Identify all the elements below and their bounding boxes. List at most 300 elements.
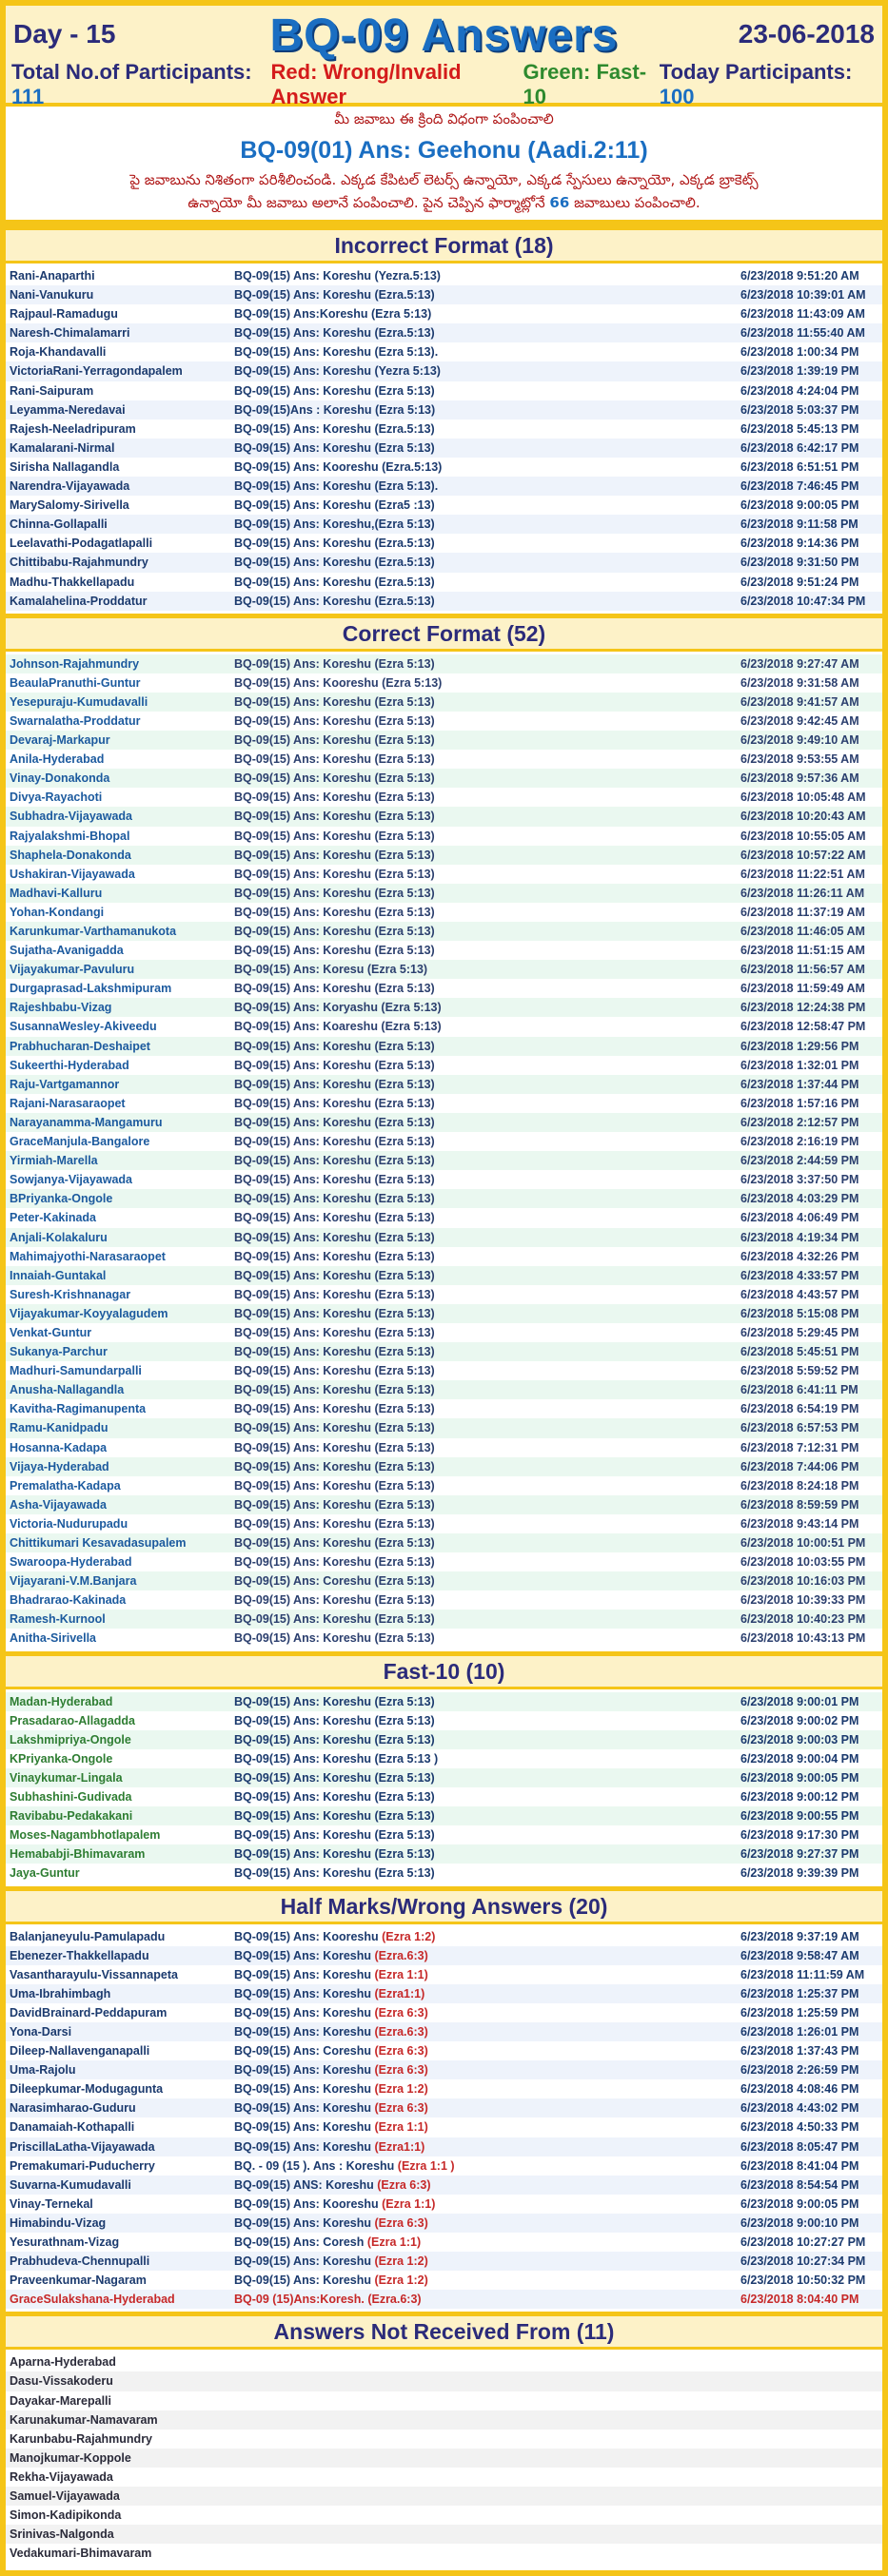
header-summary <box>11 60 877 108</box>
participant-name: Srinivas-Nalgonda <box>10 2527 114 2542</box>
submit-time: 6/23/2018 6:42:17 PM <box>740 440 859 455</box>
table-row <box>6 1266 882 1285</box>
submit-time: 6/23/2018 9:41:57 AM <box>740 694 859 709</box>
participant-name: Aparna-Hyderabad <box>10 2355 116 2370</box>
table-row <box>6 1629 882 1648</box>
answer-word: BQ-09(15) ANS: Koreshu <box>234 2177 378 2192</box>
answer-word: BQ-09(15) Ans: Koreshu <box>234 2215 375 2230</box>
participant-name: Asha-Vijayawada <box>10 1497 107 1512</box>
submit-time: 6/23/2018 5:29:45 PM <box>740 1325 859 1339</box>
wrong-reference: (Ezra 6:3) <box>374 2005 428 2020</box>
answer-text: BQ-09(15) Ans: Koreshu (Ezra 5:13) <box>234 1154 435 1168</box>
participant-name: Premakumari-Puducherry <box>10 2158 155 2173</box>
answer-text: BQ-09(15) Ans: Kooreshu (Ezra.5:13) <box>234 459 443 474</box>
submit-time: 6/23/2018 9:00:04 PM <box>740 1751 859 1766</box>
list-item <box>6 2352 882 2371</box>
table-row <box>6 2156 882 2176</box>
participant-name: Hosanna-Kadapa <box>10 1440 108 1454</box>
table-row <box>6 400 882 420</box>
submit-time: 6/23/2018 1:37:44 PM <box>740 1077 859 1091</box>
submit-time: 6/23/2018 11:46:05 AM <box>740 925 865 938</box>
submit-time: 6/23/2018 5:45:51 PM <box>740 1345 859 1359</box>
submit-time: 6/23/2018 1:25:37 PM <box>740 1986 859 2000</box>
half-list <box>6 1924 882 2313</box>
answer-text: BQ-09(15) Ans: Koreshu (Ezra 5:13) <box>234 733 435 748</box>
table-row <box>6 1965 882 1984</box>
table-row <box>6 998 882 1017</box>
answer-text: BQ-09(15) Ans: Koreshu (Ezra 5:13) <box>234 1345 435 1359</box>
participant-name: KPriyanka-Ongole <box>10 1751 113 1766</box>
submit-time: 6/23/2018 4:33:57 PM <box>740 1268 859 1282</box>
table-row <box>6 1017 882 1036</box>
participant-name: Lakshmipriya-Ongole <box>10 1732 131 1747</box>
answer-text: BQ-09(15) Ans: Koreshu (Ezra 5:13) <box>234 1115 435 1129</box>
table-row <box>6 1571 882 1590</box>
participant-name: Balanjaneyulu-Pamulapadu <box>10 1929 166 1943</box>
submit-time: 6/23/2018 8:41:04 PM <box>740 2158 859 2173</box>
participant-name: Chinna-Gollapalli <box>10 517 108 532</box>
table-row <box>6 515 882 534</box>
participant-name: Himabindu-Vizag <box>10 2215 107 2230</box>
answer-text: BQ-09(15) Ans: Koreshu (Ezra 5:13) <box>234 383 435 398</box>
participant-name: Sujatha-Avanigadda <box>10 944 124 958</box>
submit-time: 6/23/2018 10:50:32 PM <box>740 2274 866 2288</box>
table-row <box>6 592 882 611</box>
participant-name: Dasu-Vissakoderu <box>10 2374 113 2389</box>
answer-word: BQ-09(15) Ans: Koreshu <box>234 1986 375 2000</box>
submit-time: 6/23/2018 7:46:45 PM <box>740 479 859 494</box>
answer-text: BQ-09(15) Ans: Koreshu (Ezra 5:13) <box>234 944 435 958</box>
participant-name: Narayanamma-Mangamuru <box>10 1115 163 1129</box>
answer-text: BQ-09(15) Ans: Koreshu (Ezra 5:13) <box>234 1287 435 1301</box>
answer-text <box>234 2235 421 2249</box>
participant-name: Prabhudeva-Chennupalli <box>10 2254 150 2269</box>
participant-name: Vijayarani-V.M.Banjara <box>10 1574 137 1589</box>
participant-name: Rajeshbabu-Vizag <box>10 1001 112 1015</box>
day-label: Day - 15 <box>13 19 116 49</box>
wrong-reference: (Ezra 1:2) <box>374 2082 428 2097</box>
submit-time: 6/23/2018 10:57:22 AM <box>740 848 866 862</box>
table-row <box>6 2041 882 2060</box>
answer-word: BQ-09(15) Ans: Koreshu <box>234 1948 375 1962</box>
section-title-not-received: Answers Not Received From (11) <box>6 2312 882 2350</box>
table-row <box>6 2003 882 2022</box>
participant-name: Anusha-Nallagandla <box>10 1383 125 1397</box>
answer-text: BQ-09(15) Ans: Koryashu (Ezra 5:13) <box>234 1001 442 1015</box>
total-participants: Total No.of Participants: 111 <box>11 60 252 108</box>
table-row <box>6 1037 882 1056</box>
participant-name: Uma-Ibrahimbagh <box>10 1986 111 2000</box>
table-row <box>6 827 882 846</box>
answer-word: BQ-09(15) Ans: Coreshu <box>234 2044 375 2059</box>
answer-word: BQ-09(15) Ans: Koreshu <box>234 2254 375 2269</box>
participant-name: GraceManjula-Bangalore <box>10 1135 150 1149</box>
table-row <box>6 673 882 693</box>
participant-name: Ramu-Kanidpadu <box>10 1421 109 1435</box>
table-row <box>6 2079 882 2098</box>
answer-text: BQ-09(15) Ans: Koreshu (Ezra 5:13) <box>234 1421 435 1435</box>
participant-name: Ushakiran-Vijayawada <box>10 867 135 881</box>
answer-text: BQ-09(15) Ans: Koreshu (Ezra 5:13). <box>234 345 439 360</box>
answer-text <box>234 2006 428 2020</box>
answer-text <box>234 2063 428 2077</box>
submit-time: 6/23/2018 10:27:34 PM <box>740 2254 866 2269</box>
submit-time: 6/23/2018 9:17:30 PM <box>740 1828 859 1843</box>
table-row <box>6 2290 882 2309</box>
table-row <box>6 496 882 515</box>
answer-text: BQ-09(15) Ans: Koreshu (Ezra 5:13 ) <box>234 1751 439 1766</box>
submit-time: 6/23/2018 4:24:04 PM <box>740 383 859 398</box>
answer-text: BQ-09(15) Ans: Koreshu (Ezra 5:13) <box>234 694 435 709</box>
section-title-fast: Fast-10 (10) <box>6 1651 882 1689</box>
note-line-1: మీ జవాబు ఈ క్రింది విధంగా పంపించాలి <box>334 110 554 127</box>
participant-name: Mahimajyothi-Narasaraopet <box>10 1249 166 1263</box>
submit-time: 6/23/2018 11:11:59 AM <box>740 1967 865 1981</box>
answer-text: BQ-09(15) Ans: Koresu (Ezra 5:13) <box>234 963 428 977</box>
list-item <box>6 2506 882 2525</box>
participant-name: Rani-Saipuram <box>10 383 94 398</box>
table-row <box>6 1514 882 1533</box>
submit-time: 6/23/2018 11:51:15 AM <box>740 944 865 958</box>
participant-name: DavidBrainard-Peddapuram <box>10 2005 168 2020</box>
wrong-reference: (Ezra 1:2) <box>382 1929 436 1943</box>
participant-name: VictoriaRani-Yerragondapalem <box>10 364 183 379</box>
participant-name: Subhadra-Vijayawada <box>10 810 132 824</box>
answer-text: BQ-09(15) Ans: Koreshu (Ezra 5:13) <box>234 1713 435 1727</box>
answer-text <box>234 2120 428 2134</box>
submit-time: 6/23/2018 3:37:50 PM <box>740 1173 859 1187</box>
table-row <box>6 731 882 750</box>
answer-text: BQ-09(15) Ans: Koreshu (Ezra 5:13) <box>234 1790 435 1805</box>
participant-name: Danamaiah-Kothapalli <box>10 2120 135 2135</box>
table-row <box>6 1533 882 1552</box>
table-row <box>6 922 882 941</box>
participant-name: Johnson-Rajahmundry <box>10 656 140 671</box>
submit-time: 6/23/2018 9:31:58 AM <box>740 675 859 690</box>
answer-text: BQ-09(15) Ans: Koreshu (Ezra 5:13) <box>234 1497 435 1512</box>
answer-text: BQ-09(15) Ans: Koreshu (Ezra 5:13) <box>234 1211 435 1225</box>
page-title: BQ-09 Answers <box>269 10 619 61</box>
table-row <box>6 1438 882 1457</box>
wrong-reference: (Ezra 1:1) <box>382 2196 436 2211</box>
answer-text: BQ-09(15) Ans: Koreshu (Ezra 5:13) <box>234 1364 435 1378</box>
submit-time: 6/23/2018 10:05:48 AM <box>740 790 866 805</box>
table-row <box>6 2117 882 2137</box>
wrong-reference: (Ezra 6:3) <box>374 2101 428 2116</box>
participant-name: Nani-Vanukuru <box>10 288 94 302</box>
submit-time: 6/23/2018 4:19:34 PM <box>740 1230 859 1244</box>
participant-name: Kavitha-Ragimanupenta <box>10 1402 147 1416</box>
submit-time: 6/23/2018 11:59:49 AM <box>740 982 865 996</box>
table-row <box>6 1692 882 1711</box>
submit-time: 6/23/2018 10:55:05 AM <box>740 829 866 843</box>
participant-name: Karunakumar-Namavaram <box>10 2412 158 2427</box>
participant-name: Hemababji-Bhimavaram <box>10 1847 146 1862</box>
section-title-half: Half Marks/Wrong Answers (20) <box>6 1886 882 1924</box>
submit-time: 6/23/2018 11:43:09 AM <box>740 307 865 322</box>
submit-time: 6/23/2018 6:41:11 PM <box>740 1383 858 1397</box>
answer-word: BQ-09(15) Ans: Koreshu <box>234 2101 375 2116</box>
answer-text: BQ-09(15) Ans: Koreshu (Ezra 5:13) <box>234 1173 435 1187</box>
participant-name: Sirisha Nallagandla <box>10 459 120 474</box>
submit-time: 6/23/2018 10:39:01 AM <box>740 288 866 302</box>
participant-name: Uma-Rajolu <box>10 2063 76 2078</box>
section-title-correct: Correct Format (52) <box>6 614 882 652</box>
answer-text: BQ-09(15) Ans: Koreshu (Ezra 5:13) <box>234 1096 435 1110</box>
participant-name: MarySalomy-Sirivella <box>10 498 129 513</box>
submit-time: 6/23/2018 4:50:33 PM <box>740 2120 859 2135</box>
answer-word: BQ-09(15) Ans: Koreshu <box>234 2063 375 2078</box>
participant-name: Swarnalatha-Proddatur <box>10 713 141 728</box>
answer-text: BQ-09(15) Ans: Koreshu (Ezra 5:13) <box>234 925 435 938</box>
table-row <box>6 1730 882 1749</box>
answer-text <box>234 1949 428 1962</box>
participant-name: Leyamma-Neredavai <box>10 402 126 417</box>
participant-name: Manojkumar-Koppole <box>10 2450 131 2465</box>
submit-time: 6/23/2018 9:27:37 PM <box>740 1847 859 1862</box>
submit-time: 6/23/2018 10:03:55 PM <box>740 1555 866 1570</box>
table-row <box>6 1361 882 1380</box>
submit-time: 6/23/2018 9:49:10 AM <box>740 733 859 748</box>
submit-time: 6/23/2018 7:44:06 PM <box>740 1459 859 1473</box>
participant-name: Rajyalakshmi-Bhopal <box>10 829 130 843</box>
table-row <box>6 1864 882 1883</box>
participant-name: Shaphela-Donakonda <box>10 848 131 862</box>
submit-time: 6/23/2018 9:57:36 AM <box>740 771 859 786</box>
submit-time: 6/23/2018 9:00:10 PM <box>740 2215 859 2230</box>
today-participants: Today Participants: 100 <box>659 60 853 108</box>
participant-name: SusannaWesley-Akiveedu <box>10 1020 157 1034</box>
answer-text: BQ-09(15) Ans: Koreshu (Yezra 5:13) <box>234 364 441 379</box>
answer-word: BQ-09(15) Ans: Coresh <box>234 2235 367 2249</box>
submit-time: 6/23/2018 10:39:33 PM <box>740 1593 866 1608</box>
list-item <box>6 2487 882 2506</box>
table-row <box>6 2060 882 2079</box>
submit-time: 6/23/2018 9:53:55 AM <box>740 752 859 767</box>
wrong-reference: (Ezra 1:1) <box>374 2120 428 2135</box>
table-row <box>6 712 882 731</box>
submit-time: 6/23/2018 1:00:34 PM <box>740 345 859 360</box>
table-row <box>6 1056 882 1075</box>
participant-name: GraceSulakshana-Hyderabad <box>10 2293 175 2307</box>
answer-word: BQ-09(15) Ans: Kooreshu <box>234 1929 383 1943</box>
participant-name: Vijaya-Hyderabad <box>10 1459 109 1473</box>
answer-text <box>234 1987 424 2000</box>
submit-time: 6/23/2018 2:44:59 PM <box>740 1154 859 1168</box>
answer-text: BQ-09(15) Ans: Koreshu (Ezra 5:13) <box>234 1478 435 1493</box>
wrong-reference: (Ezra1:1) <box>374 1986 425 2000</box>
section-not-received <box>6 2312 882 2566</box>
participant-name: Rajpaul-Ramadugu <box>10 307 118 322</box>
participant-name: Madhuri-Samundarpalli <box>10 1364 142 1378</box>
submit-time: 6/23/2018 4:03:29 PM <box>740 1192 859 1206</box>
sample-answer: BQ-09(01) Ans: Geehonu (Aadi.2:11) <box>240 137 648 164</box>
table-row <box>6 1113 882 1132</box>
answer-text: BQ-09(15) Ans: Koreshu (Ezra.5:13) <box>234 288 435 302</box>
table-row <box>6 1552 882 1571</box>
submit-time: 6/23/2018 12:24:38 PM <box>740 1001 866 1015</box>
answer-text: BQ-09(15) Ans: Koreshu (Ezra 5:13) <box>234 1325 435 1339</box>
submit-time: 6/23/2018 5:45:13 PM <box>740 421 859 436</box>
answer-text <box>234 2101 428 2115</box>
table-row <box>6 846 882 865</box>
participant-name: Yona-Darsi <box>10 2024 72 2039</box>
list-item <box>6 2430 882 2449</box>
participant-name: Durgaprasad-Lakshmipuram <box>10 982 172 996</box>
table-row <box>6 2195 882 2214</box>
participant-name: Kamalahelina-Proddatur <box>10 594 148 608</box>
table-row <box>6 1946 882 1965</box>
participant-name: Yesurathnam-Vizag <box>10 2235 120 2249</box>
submit-time: 6/23/2018 10:20:43 AM <box>740 810 866 824</box>
answer-text: BQ-09(15) Ans: Koreshu (Ezra 5:13) <box>234 1555 435 1570</box>
table-row <box>6 1418 882 1437</box>
answer-text: BQ-09(15) Ans: Koreshu (Ezra 5:13) <box>234 790 435 805</box>
wrong-reference: (Ezra 6:3) <box>374 2215 428 2230</box>
participant-name: Rani-Anaparthi <box>10 269 95 283</box>
table-row <box>6 458 882 477</box>
submit-time: 6/23/2018 10:43:13 PM <box>740 1631 866 1646</box>
table-row <box>6 342 882 361</box>
table-row <box>6 1844 882 1864</box>
submit-time: 6/23/2018 9:00:03 PM <box>740 1732 859 1747</box>
participant-name: Madhu-Thakkellapadu <box>10 575 135 589</box>
table-row <box>6 1495 882 1514</box>
table-row <box>6 1711 882 1730</box>
answer-text <box>234 2159 455 2173</box>
submit-time: 6/23/2018 4:08:46 PM <box>740 2082 859 2097</box>
table-row <box>6 941 882 960</box>
table-row <box>6 323 882 342</box>
answer-text: BQ-09(15) Ans: Koreshu (Ezra 5:13) <box>234 810 435 824</box>
submit-time: 6/23/2018 4:32:26 PM <box>740 1249 859 1263</box>
submit-time: 6/23/2018 9:39:39 PM <box>740 1866 859 1881</box>
submit-time: 6/23/2018 1:29:56 PM <box>740 1039 859 1053</box>
submit-time: 6/23/2018 2:12:57 PM <box>740 1115 859 1129</box>
answer-text: BQ-09(15) Ans: Koreshu (Ezra.5:13) <box>234 537 435 551</box>
table-row <box>6 2176 882 2195</box>
table-row <box>6 534 882 553</box>
table-row <box>6 2098 882 2117</box>
wrong-reference: (Ezra1:1) <box>374 2139 425 2154</box>
participant-name: Naresh-Chimalamarri <box>10 326 130 341</box>
table-row <box>6 381 882 400</box>
participant-name: Sowjanya-Vijayawada <box>10 1173 132 1187</box>
participant-name: Simon-Kadipikonda <box>10 2508 122 2523</box>
date-label: 23-06-2018 <box>738 19 875 49</box>
answer-text: BQ-09(15) Ans: Koreshu (Ezra 5:13) <box>234 1268 435 1282</box>
answer-word: BQ-09(15) Ans: Koreshu <box>234 2274 375 2288</box>
answer-text <box>234 2197 435 2211</box>
wrong-reference: (Ezra 6:3) <box>374 2063 428 2078</box>
table-row <box>6 1208 882 1227</box>
participant-name: Prabhucharan-Deshaipet <box>10 1039 150 1053</box>
wrong-reference: (Ezra 1:2) <box>374 2274 428 2288</box>
answer-text: BQ-09(15) Ans: Koreshu (Ezra 5:13) <box>234 1077 435 1091</box>
answer-text: BQ-09(15) Ans: Koreshu (Ezra.5:13) <box>234 421 435 436</box>
table-row <box>6 420 882 439</box>
submit-time: 6/23/2018 9:00:05 PM <box>740 1770 859 1785</box>
answer-text: BQ-09(15) Ans: Koreshu (Ezra 5:13) <box>234 771 435 786</box>
table-row <box>6 1151 882 1170</box>
submit-time: 6/23/2018 8:54:54 PM <box>740 2177 859 2192</box>
table-row <box>6 1304 882 1323</box>
participant-name: Chittikumari Kesavadasupalem <box>10 1536 187 1550</box>
submit-time: 6/23/2018 11:22:51 AM <box>740 867 865 881</box>
wrong-reference: (Ezra.6:3) <box>374 2024 428 2039</box>
answer-text: BQ-09(15) Ans: Koreshu (Ezra 5:13) <box>234 1135 435 1149</box>
answer-text: BQ-09(15) Ans: Koreshu (Ezra 5:13) <box>234 982 435 996</box>
answer-text: BQ-09(15) Ans: Koreshu (Ezra 5:13) <box>234 829 435 843</box>
submit-time: 6/23/2018 9:14:36 PM <box>740 537 859 551</box>
section-fast <box>6 1651 882 1886</box>
answer-text: BQ-09(15) Ans:Koreshu (Ezra 5:13) <box>234 307 432 322</box>
answer-text <box>234 1930 435 1943</box>
table-row <box>6 1380 882 1399</box>
answer-word: BQ-09(15) Ans: Kooreshu <box>234 2196 383 2211</box>
submit-time: 6/23/2018 9:00:02 PM <box>740 1713 859 1727</box>
list-item <box>6 2544 882 2563</box>
table-row <box>6 1610 882 1629</box>
participant-name: Raju-Vartgamannor <box>10 1077 120 1091</box>
submit-time: 6/23/2018 8:05:47 PM <box>740 2139 859 2154</box>
table-row <box>6 788 882 807</box>
submit-time: 6/23/2018 9:51:24 PM <box>740 575 859 589</box>
participant-name: Samuel-Vijayawada <box>10 2489 120 2504</box>
answer-text <box>234 2082 428 2096</box>
answer-text: BQ-09(15) Ans: Koreshu (Ezra 5:13) <box>234 713 435 728</box>
table-row <box>6 304 882 323</box>
table-row <box>6 1189 882 1208</box>
answer-text: BQ-09(15) Ans: Koreshu (Ezra 5:13) <box>234 752 435 767</box>
answer-text: BQ-09(15) Ans: Koreshu (Ezra 5:13) <box>234 656 435 671</box>
submit-time: 6/23/2018 2:26:59 PM <box>740 2063 859 2078</box>
wrong-reference: (Ezra.6:3) <box>367 2293 422 2307</box>
answer-word: BQ-09(15) Ans: Koreshu <box>234 2120 375 2135</box>
answer-text: BQ-09(15) Ans: Koreshu (Yezra.5:13) <box>234 269 441 283</box>
answer-text <box>234 1968 428 1981</box>
participant-name: Vinay-Donakonda <box>10 771 110 786</box>
submit-time: 6/23/2018 1:26:01 PM <box>740 2024 859 2039</box>
table-row <box>6 1476 882 1495</box>
answer-text: BQ-09(15) Ans: Koreshu (Ezra 5:13) <box>234 1516 435 1531</box>
wrong-reference: (Ezra 6:3) <box>377 2177 431 2192</box>
list-item <box>6 2371 882 2391</box>
answer-text: BQ-09(15) Ans: Koreshu (Ezra 5:13) <box>234 1058 435 1072</box>
participant-name: Vijayakumar-Pavuluru <box>10 963 135 977</box>
answer-text: BQ-09(15) Ans: Koreshu (Ezra5 :13) <box>234 498 435 513</box>
participant-name: Dayakar-Marepalli <box>10 2393 112 2408</box>
answer-text <box>234 2044 428 2058</box>
participant-name: Ramesh-Kurnool <box>10 1612 106 1627</box>
table-row <box>6 477 882 496</box>
participant-name: Bhadrarao-Kakinada <box>10 1593 127 1608</box>
answer-word: BQ. - 09 (15 ). Ans : Koreshu <box>234 2158 398 2173</box>
table-row <box>6 1749 882 1768</box>
table-row <box>6 1075 882 1094</box>
answer-text: BQ-09(15) Ans: Kooreshu (Ezra 5:13) <box>234 675 443 690</box>
table-row <box>6 1342 882 1361</box>
participant-name: Vedakumari-Bhimavaram <box>10 2547 152 2561</box>
participant-name: Vinaykumar-Lingala <box>10 1770 123 1785</box>
participant-name: PriscillaLatha-Vijayawada <box>10 2139 155 2154</box>
list-item <box>6 2525 882 2544</box>
correct-list <box>6 652 882 1651</box>
wrong-reference: (Ezra 6:3) <box>374 2044 428 2059</box>
submit-time: 6/23/2018 11:55:40 AM <box>740 326 865 341</box>
note-line-2: పై జవాబును నిశితంగా పరిశీలించండి. ఎక్కడ కేపిటల్ లెటర్స్ ఉన్నాయో, ఎక్కడ స్పేసులు ఉన్నాయో, ఎక్కడ బ్రాకెట్స్ ఉన్నాయో మీ జవాబు అలానే పంపించాలి. పైన చెప్పిన ఫార్మాట్లోనే 66 జవాబులు పంపించాలి. <box>129 171 759 211</box>
table-row <box>6 693 882 712</box>
